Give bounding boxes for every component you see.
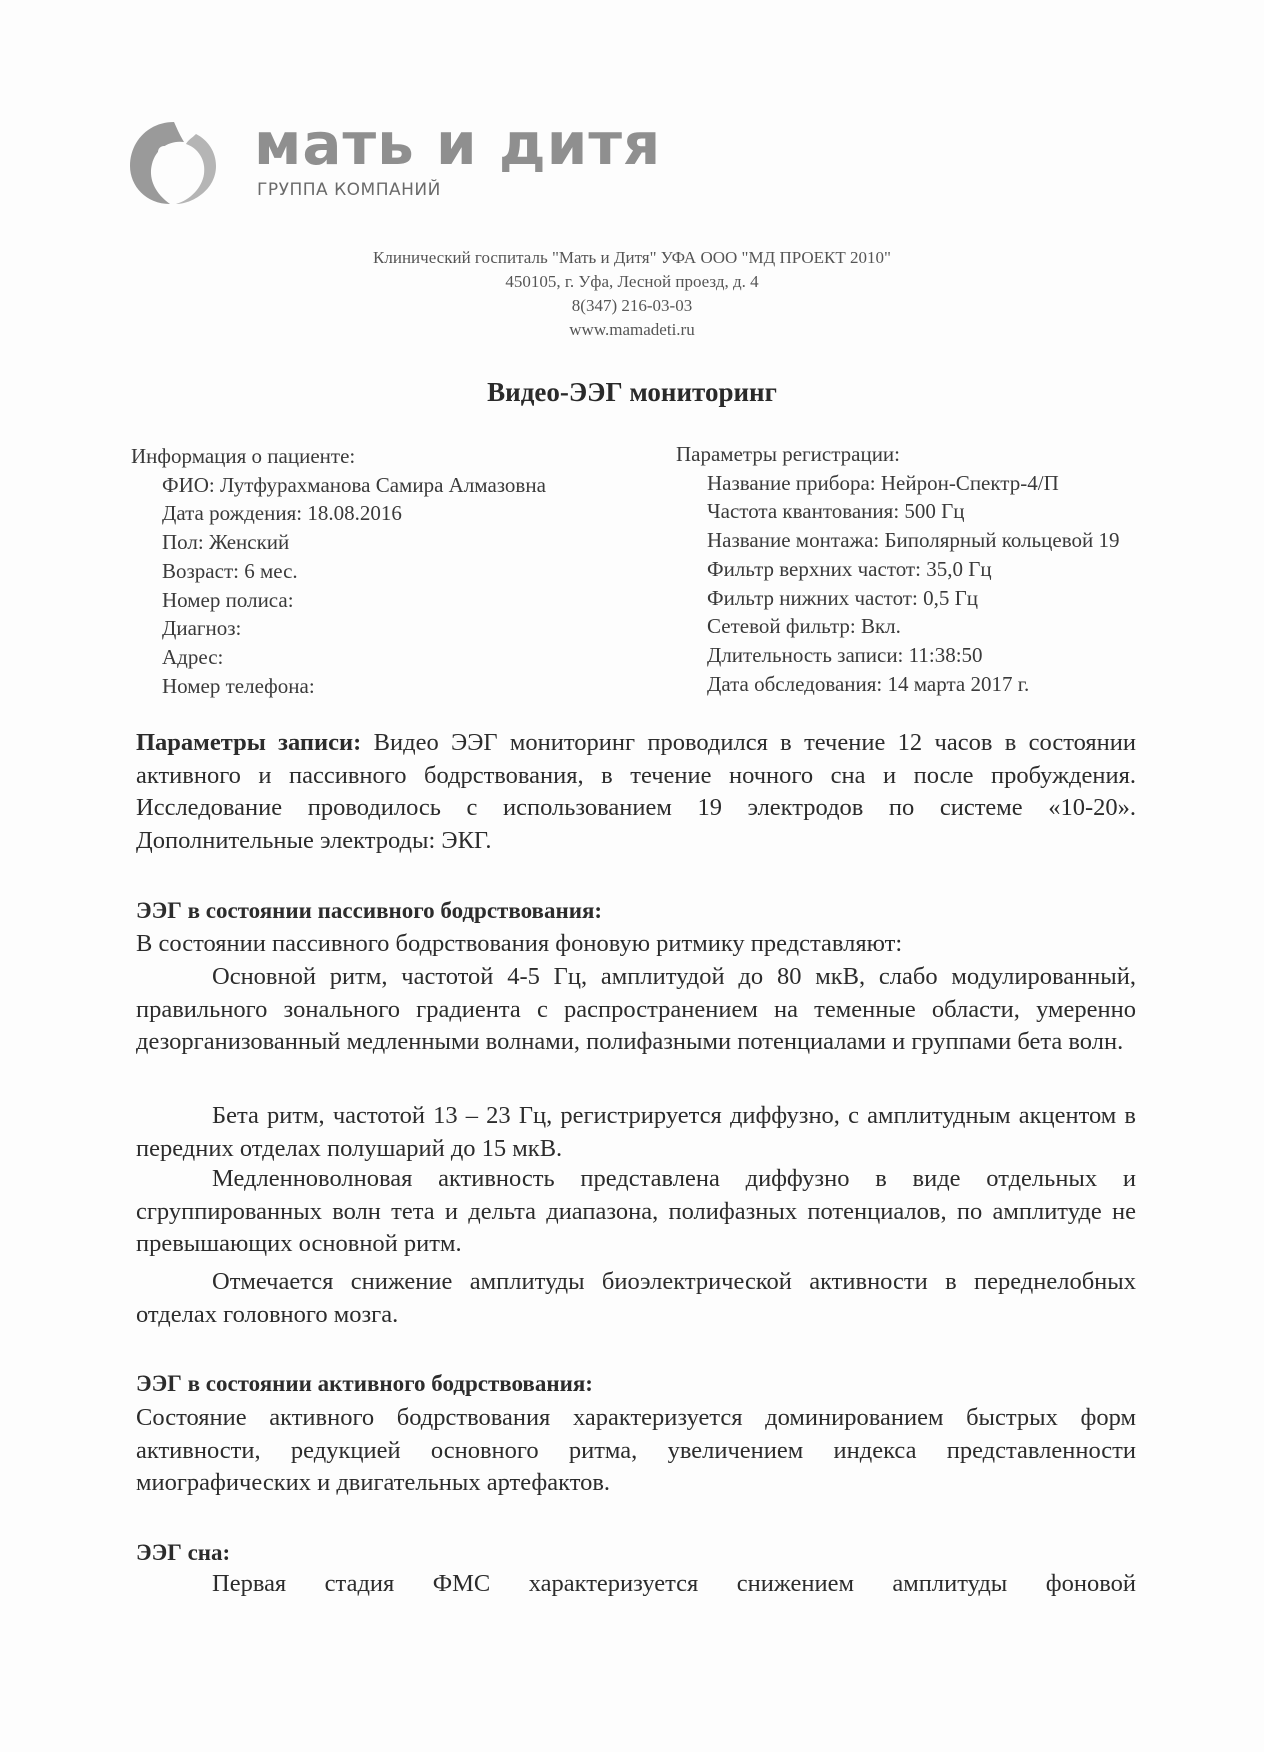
passive-intro: В состоянии пассивного бодрствования фоновую ритмику представляют:: [136, 930, 903, 957]
patient-birthdate: Дата рождения: 18.08.2016: [162, 501, 402, 526]
brand-subtitle: ГРУППА КОМПАНИЙ: [257, 180, 441, 200]
passive-main-rhythm: Основной ритм, частотой 4-5 Гц, амплитудой до 80 мкВ, слабо модулированный, правильного зонального градиента с распространением на теменные области, умеренно дезорганизованный медленными волнами, полифазными потенциалами и группами бета волн.: [136, 963, 1136, 1055]
registration-params: [676, 440, 1119, 698]
active-text: Состояние активного бодрствования характеризуется доминированием быстрых форм активности, редукцией основного ритма, увеличением индекса представленности миографических и двигательных артефактов.: [136, 1404, 1136, 1496]
passive-beta-rhythm: Бета ритм, частотой 13 – 23 Гц, регистрируется диффузно, с амплитудным акцентом в передних отделах полушарий до 15 мкВ.: [136, 1102, 1136, 1162]
clinic-address: 450105, г. Уфа, Лесной проезд, д. 4: [505, 272, 759, 291]
notch-filter: Сетевой фильтр: Вкл.: [707, 614, 901, 639]
patient-name: ФИО: Лутфурахманова Самира Алмазовна: [162, 472, 546, 497]
patient-policy: Номер полиса:: [162, 587, 294, 612]
device-name: Название прибора: Нейрон-Спектр-4/П: [707, 470, 1059, 495]
patient-phone: Номер телефона:: [162, 673, 315, 698]
montage-name: Название монтажа: Биполярный кольцевой 19: [707, 528, 1120, 553]
mother-child-icon: [126, 118, 222, 208]
patient-diagnosis: Диагноз:: [162, 616, 242, 641]
passive-amplitude-note: Отмечается снижение амплитуды биоэлектрической активности в переднелобных отделах головного мозга.: [136, 1268, 1136, 1328]
low-pass-filter: Фильтр нижних частот: 0,5 Гц: [707, 585, 978, 610]
patient-address: Адрес:: [162, 644, 224, 669]
record-params-label: Параметры записи:: [136, 729, 362, 756]
passive-section-title: ЭЭГ в состоянии пассивного бодрствования:: [136, 898, 603, 923]
clinic-name: Клинический госпиталь "Мать и Дитя" УФА ООО "МД ПРОЕКТ 2010": [373, 248, 891, 267]
brand-name: мать и дитя: [254, 110, 662, 178]
exam-date: Дата обследования: 14 марта 2017 г.: [707, 671, 1030, 696]
sleep-section-title: ЭЭГ сна:: [136, 1540, 231, 1565]
passive-slow-wave: Медленноволновая активность представлена диффузно в виде отдельных и сгруппированных волн тета и дельта диапазона, полифазных потенциалов, по амплитуде не превышающих основной ритм.: [136, 1165, 1136, 1257]
document-title: Видео-ЭЭГ мониторинг: [487, 377, 777, 407]
record-params-text: Видео ЭЭГ мониторинг проводился в течение 12 часов в состоянии активного и пассивного бодрствования, в течение ночного сна и после пробуждения. Исследование проводилось с использованием 19 электродов по системе «10-20». Дополнительные электроды: ЭКГ.: [136, 729, 1136, 854]
clinic-header: [0, 246, 1264, 342]
clinic-phone: 8(347) 216-03-03: [571, 296, 693, 315]
registration-heading: Параметры регистрации:: [676, 442, 901, 466]
patient-sex: Пол: Женский: [162, 530, 290, 555]
record-params-paragraph: [136, 727, 1136, 857]
active-section-title: ЭЭГ в состоянии активного бодрствования:: [136, 1371, 593, 1396]
company-logo: [126, 110, 662, 208]
record-duration: Длительность записи: 11:38:50: [707, 642, 983, 667]
patient-age: Возраст: 6 мес.: [162, 558, 298, 583]
clinic-website: www.mamadeti.ru: [569, 320, 695, 339]
patient-info: [131, 442, 546, 700]
high-pass-filter: Фильтр верхних частот: 35,0 Гц: [707, 556, 992, 581]
sampling-rate: Частота квантования: 500 Гц: [707, 499, 965, 524]
sleep-text: Первая стадия ФМС характеризуется снижением амплитуды фоновой: [212, 1570, 1136, 1597]
patient-info-heading: Информация о пациенте:: [131, 444, 356, 468]
